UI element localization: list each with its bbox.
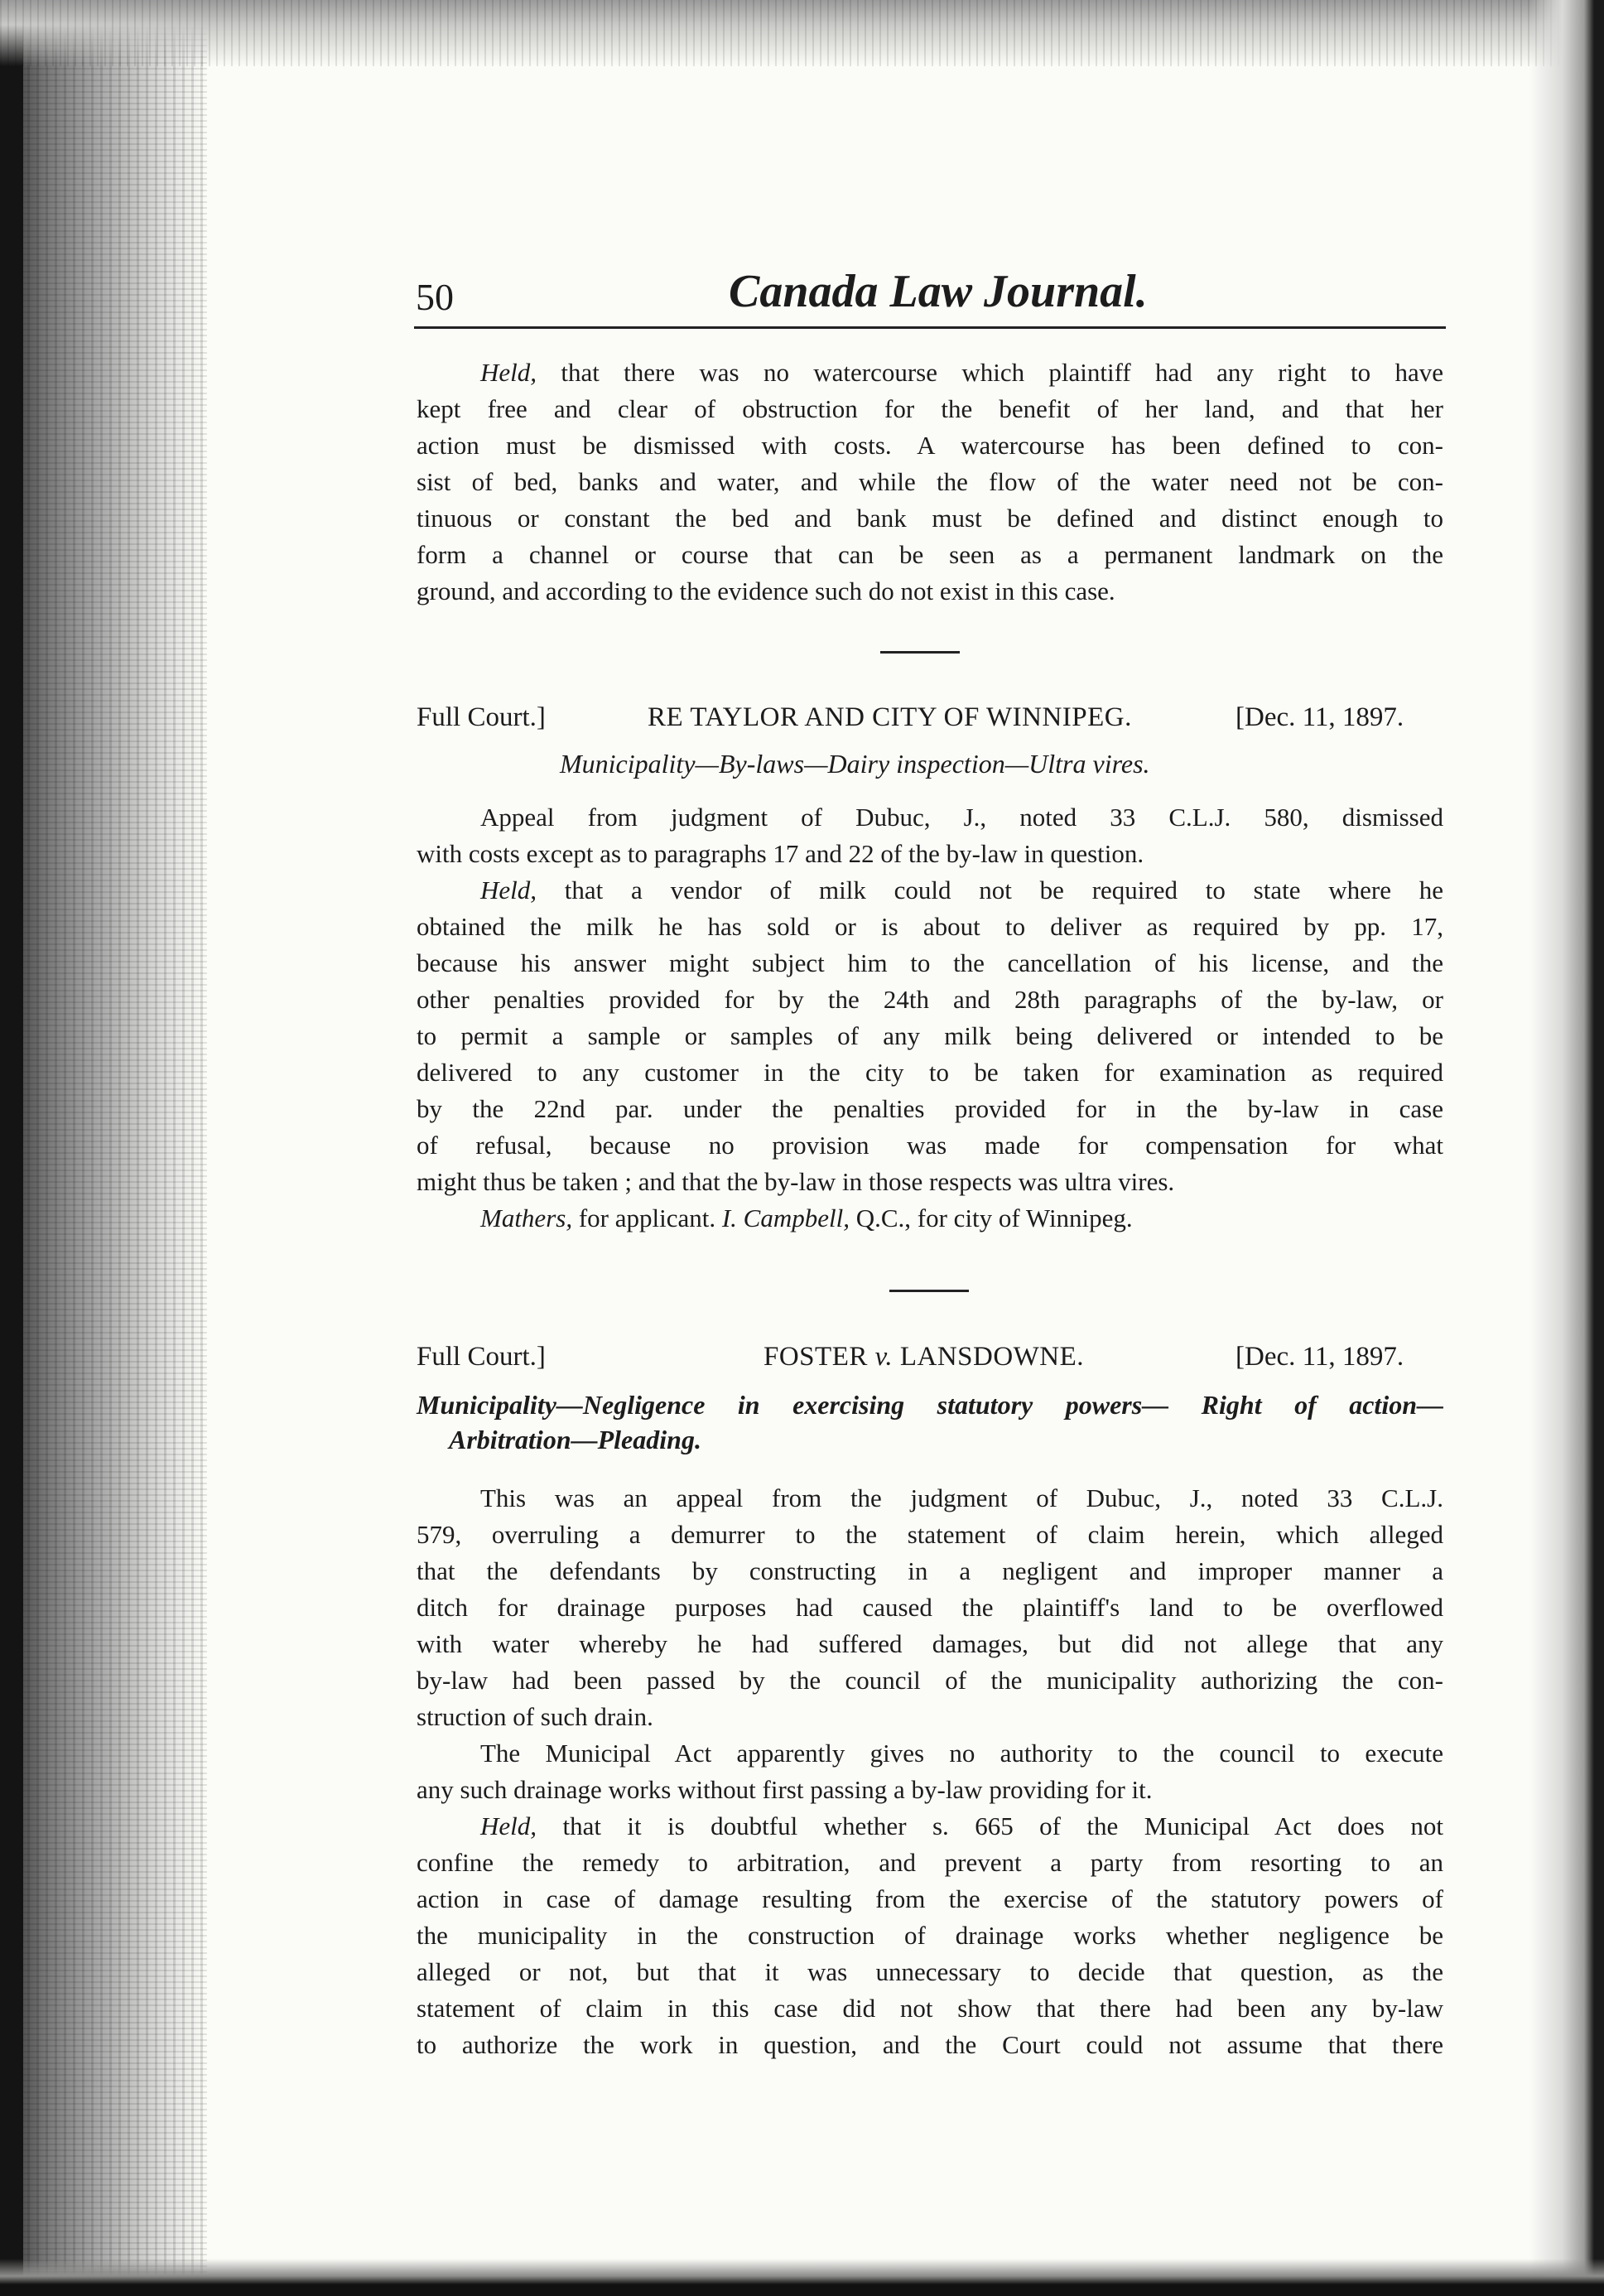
intro-line: Held, that there was no watercourse which plaintiff had any right to have <box>480 358 1443 387</box>
section-separator <box>880 651 960 654</box>
case1-para2-line: because his answer might subject him to the cancellation of his license, and the <box>417 948 1443 977</box>
case2-para1-line: This was an appeal from the judgment of Dubuc, J., noted 33 C.L.J. <box>480 1483 1443 1512</box>
case2-para3-line: action in case of damage resulting from the exercise of the statutory powers of <box>417 1884 1443 1913</box>
case1-name: RE TAYLOR AND CITY OF WINNIPEG. <box>648 702 1132 732</box>
case1-date: [Dec. 11, 1897. <box>1236 702 1404 732</box>
case2-para1-line: ditch for drainage purposes had caused the plaintiff's land to be overflowed <box>417 1593 1443 1622</box>
header-rule <box>414 326 1446 329</box>
case1-para2-line: delivered to any customer in the city to be taken for examination as required <box>417 1058 1443 1087</box>
intro-line: form a channel or course that can be seen as a permanent landmark on the <box>417 540 1443 569</box>
case2-date: [Dec. 11, 1897. <box>1236 1342 1404 1372</box>
case1-para2-line: obtained the milk he has sold or is about to deliver as required by pp. 17, <box>417 912 1443 941</box>
case2-para2-line: The Municipal Act apparently gives no authority to the council to execute <box>480 1739 1443 1768</box>
case2-subject: Municipality—Negligence in exercising statutory powers— Right of action— <box>417 1390 1443 1420</box>
case2-para1-line: struction of such drain. <box>417 1702 653 1731</box>
page-number: 50 <box>416 276 454 318</box>
intro-line: ground, and according to the evidence such do not exist in this case. <box>417 576 1115 605</box>
case2-para2-line: any such drainage works without first passing a by-law providing for it. <box>417 1775 1153 1804</box>
intro-line: action must be dismissed with costs. A watercourse has been defined to con- <box>417 431 1443 460</box>
intro-line: tinuous or constant the bed and bank must be defined and distinct enough to <box>417 504 1443 533</box>
intro-line: kept free and clear of obstruction for the benefit of her land, and that her <box>417 394 1443 423</box>
case1-counsel: Mathers, for applicant. I. Campbell, Q.C., for city of Winnipeg. <box>480 1203 1133 1232</box>
case2-para3-line: Held, that it is doubtful whether s. 665 of the Municipal Act does not <box>480 1811 1443 1840</box>
case2-para1-line: with water whereby he had suffered damages, but did not allege that any <box>417 1629 1443 1658</box>
case2-para1-line: that the defendants by constructing in a negligent and improper manner a <box>417 1556 1443 1585</box>
case1-para1-line: with costs except as to paragraphs 17 and 22 of the by-law in question. <box>417 839 1144 868</box>
section-separator <box>889 1290 969 1292</box>
case1-para2-line: of refusal, because no provision was made for compensation for what <box>417 1131 1443 1160</box>
case2-para3-line: confine the remedy to arbitration, and prevent a party from resorting to an <box>417 1848 1443 1877</box>
case1-para2-line: other penalties provided for by the 24th and 28th paragraphs of the by-law, or <box>417 985 1443 1014</box>
case2-para3-line: the municipality in the construction of drainage works whether negligence be <box>417 1921 1443 1950</box>
case2-para3-line: statement of claim in this case did not show that there had been any by-law <box>417 1994 1443 2023</box>
case2-subject: Arbitration—Pleading. <box>449 1425 701 1454</box>
case2-para3-line: to authorize the work in question, and the Court could not assume that there <box>417 2030 1443 2059</box>
case1-para2-line: to permit a sample or samples of any milk being delivered or intended to be <box>417 1021 1443 1050</box>
case1-para2-line: by the 22nd par. under the penalties provided for in the by-law in case <box>417 1094 1443 1123</box>
case1-court: Full Court.] <box>417 702 546 732</box>
case2-para3-line: alleged or not, but that it was unnecessary to decide that question, as the <box>417 1957 1443 1986</box>
case2-para1-line: 579, overruling a demurrer to the statement of claim herein, which alleged <box>417 1520 1443 1549</box>
intro-line: sist of bed, banks and water, and while the flow of the water need not be con- <box>417 467 1443 496</box>
journal-title: Canada Law Journal. <box>729 266 1148 317</box>
case2-name: FOSTER v. LANSDOWNE. <box>763 1342 1085 1372</box>
case1-para2-line: might thus be taken ; and that the by-law in those respects was ultra vires. <box>417 1167 1175 1196</box>
case2-para1-line: by-law had been passed by the council of the municipality authorizing the con- <box>417 1666 1443 1695</box>
case1-para1-line: Appeal from judgment of Dubuc, J., noted 33 C.L.J. 580, dismissed <box>480 803 1443 832</box>
case2-court: Full Court.] <box>417 1342 546 1372</box>
case1-para2-line: Held, that a vendor of milk could not be required to state where he <box>480 875 1443 904</box>
case1-subject: Municipality—By-laws—Dairy inspection—Ultra vires. <box>560 749 1150 779</box>
